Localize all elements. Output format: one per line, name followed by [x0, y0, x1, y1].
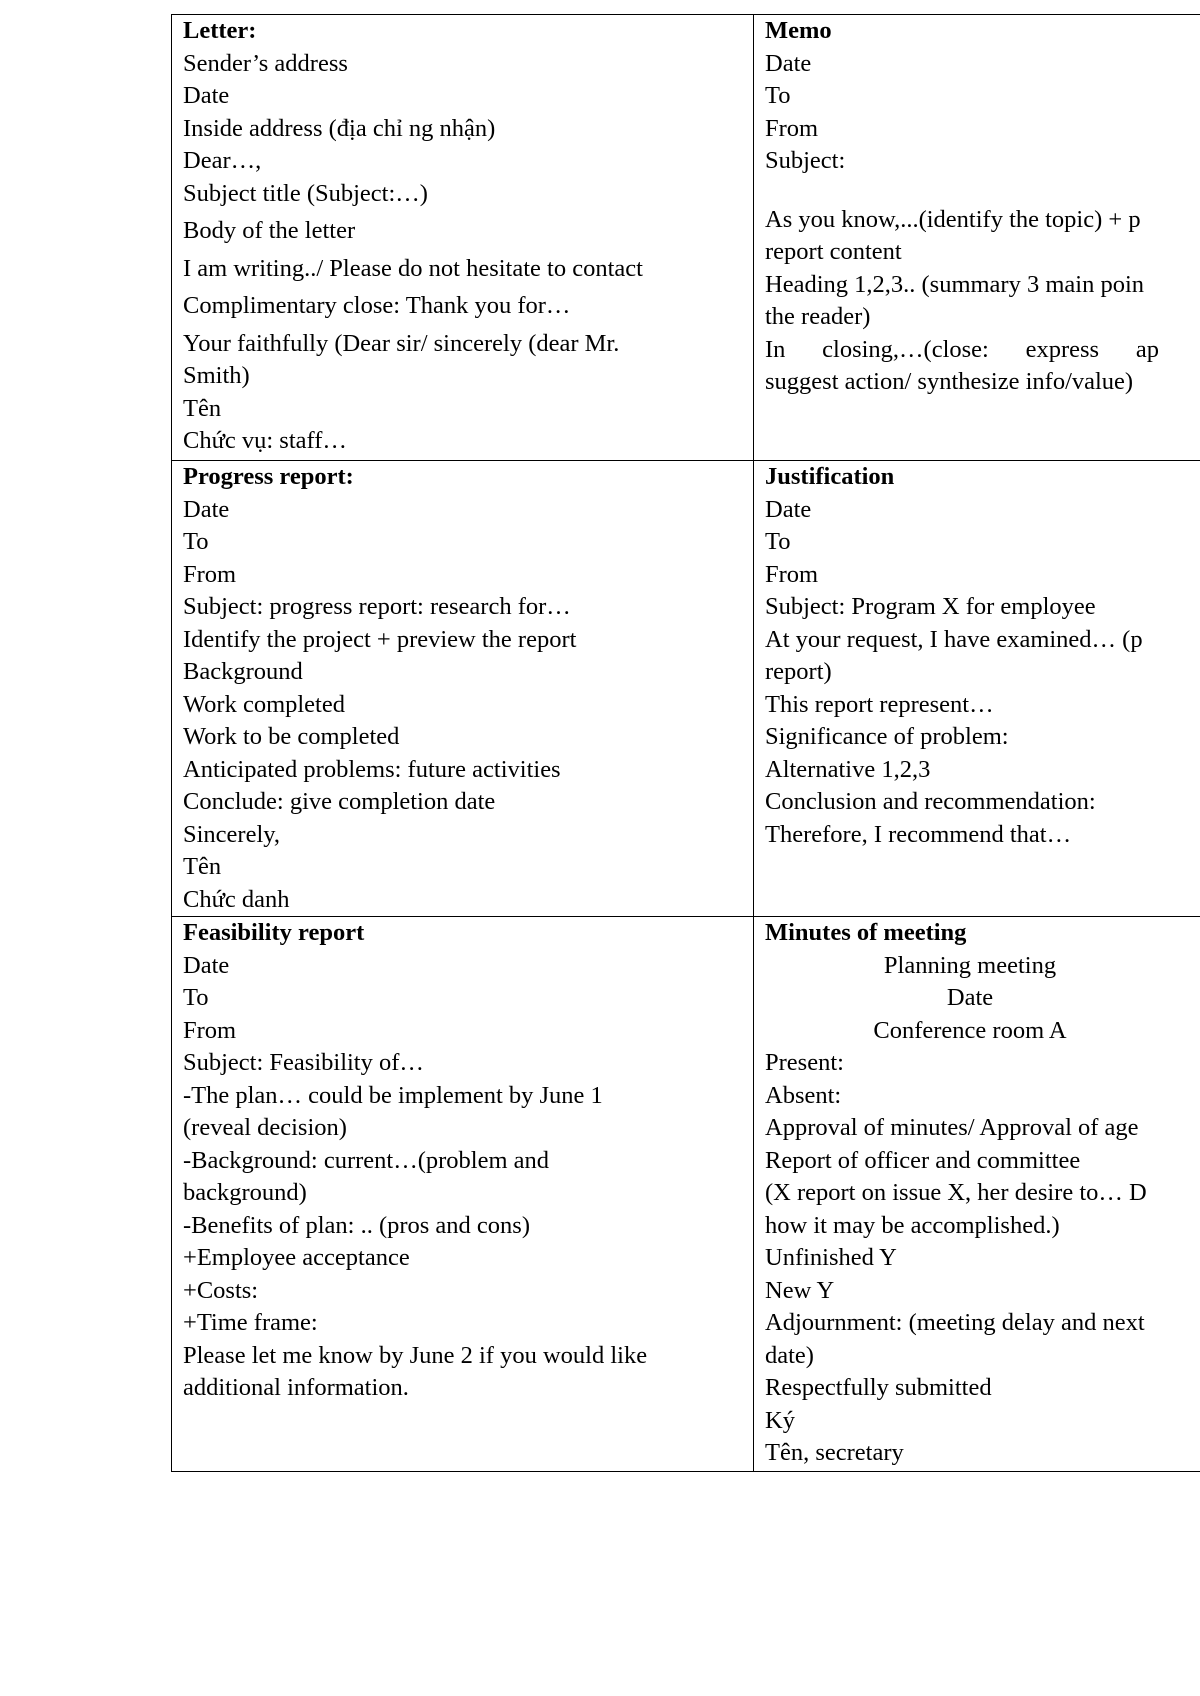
memo-line: Date: [765, 49, 812, 77]
table-row: [172, 917, 1200, 1472]
progress-report-line: Subject: progress report: research for…: [183, 593, 571, 620]
memo-line: Subject:: [765, 147, 846, 174]
memo-line: To: [765, 82, 791, 109]
progress-report-line: Anticipated problems: future activities: [183, 755, 561, 783]
letter-line: I am writing../ Please do not hesitate to contact: [183, 254, 643, 282]
minutes-line: Report of officer and committee: [765, 1146, 1081, 1174]
memo-line: In closing,…(close: express ap: [765, 335, 1159, 363]
letter-line: Inside address (địa chỉ ng nhận): [183, 114, 496, 142]
minutes-line: Present:: [765, 1049, 844, 1076]
justification-line: Conclusion and recommendation:: [765, 788, 1096, 815]
progress-report-line: To: [183, 528, 209, 555]
feasibility-report-line: Please let me know by June 2 if you would like: [183, 1341, 648, 1369]
progress-report-line: Background: [183, 658, 303, 685]
minutes-line: Absent:: [765, 1081, 842, 1109]
progress-report-line: Conclude: give completion date: [183, 788, 496, 815]
memo-line: suggest action/ synthesize info/value): [765, 368, 1134, 395]
letter-line: Chức vụ: staff…: [183, 427, 347, 454]
minutes-centered-line: Date: [946, 984, 994, 1011]
memo-line: the reader): [765, 303, 871, 330]
minutes-centered-line: Planning meeting: [883, 951, 1057, 979]
progress-report-line: Chức danh: [183, 885, 290, 913]
memo-line: report content: [765, 238, 902, 265]
minutes-line: Tên, secretary: [765, 1439, 904, 1466]
feasibility-report-line: +Costs:: [183, 1276, 259, 1304]
justification-line: Alternative 1,2,3: [765, 755, 931, 783]
progress-report-line: Work completed: [183, 690, 345, 718]
justification-heading: Justification: [765, 463, 895, 490]
justification-line: Subject: Program X for employee: [765, 593, 1096, 620]
feasibility-report-line: From: [183, 1016, 237, 1044]
minutes-line: date): [765, 1341, 814, 1369]
justification-line: Significance of problem:: [765, 723, 1009, 750]
memo-line: From: [765, 114, 819, 142]
letter-line: Sender’s address: [183, 49, 348, 77]
letter-line: Date: [183, 82, 230, 109]
minutes-centered-line: Conference room A: [873, 1016, 1067, 1044]
letter-heading: Letter:: [183, 17, 257, 44]
progress-report-line: Identify the project + preview the report: [183, 625, 577, 653]
justification-line: To: [765, 528, 791, 555]
feasibility-report-line: background): [183, 1179, 307, 1206]
memo-heading: Memo: [765, 17, 832, 44]
feasibility-report-line: To: [183, 984, 209, 1011]
letter-line: Dear…,: [183, 147, 262, 174]
minutes-of-meeting-cell: [754, 917, 1200, 1472]
progress-report-heading: Progress report:: [183, 463, 354, 490]
feasibility-report-line: -Background: current…(problem and: [183, 1146, 550, 1174]
justification-cell: [754, 461, 1200, 917]
justification-line: report): [765, 658, 832, 685]
feasibility-report-line: Date: [183, 951, 230, 979]
justification-line: From: [765, 560, 819, 588]
justification-line: Therefore, I recommend that…: [765, 820, 1072, 848]
minutes-line: Ký: [765, 1406, 795, 1434]
progress-report-line: Date: [183, 495, 230, 523]
minutes-of-meeting-heading: Minutes of meeting: [765, 919, 967, 946]
minutes-line: Unfinished Y: [765, 1244, 897, 1271]
justification-line: At your request, I have examined… (p: [765, 625, 1143, 653]
letter-line: Subject title (Subject:…): [183, 179, 428, 207]
feasibility-report-line: -Benefits of plan: .. (pros and cons): [183, 1211, 530, 1239]
memo-line: As you know,...(identify the topic) + p: [765, 205, 1141, 233]
memo-cell: [754, 15, 1200, 461]
letter-line: Tên: [183, 394, 222, 422]
table-row: [172, 461, 1200, 917]
justification-line: Date: [765, 495, 812, 523]
progress-report-line: Tên: [183, 853, 222, 880]
feasibility-report-line: +Employee acceptance: [183, 1244, 410, 1271]
minutes-line: Approval of minutes/ Approval of age: [765, 1114, 1139, 1141]
minutes-line: (X report on issue X, her desire to… D: [765, 1179, 1147, 1206]
progress-report-line: From: [183, 560, 237, 588]
justification-line: This report represent…: [765, 690, 994, 718]
feasibility-report-heading: Feasibility report: [183, 919, 365, 946]
minutes-line: Adjournment: (meeting delay and next: [765, 1309, 1145, 1336]
letter-line: Smith): [183, 362, 250, 389]
letter-cell: [172, 15, 754, 461]
minutes-line: Respectfully submitted: [765, 1374, 992, 1401]
progress-report-cell: [172, 461, 754, 917]
progress-report-line: Sincerely,: [183, 820, 281, 848]
table-row: [172, 15, 1200, 461]
feasibility-report-line: (reveal decision): [183, 1114, 347, 1141]
document-table: [171, 14, 1200, 1472]
letter-line: Complimentary close: Thank you for…: [183, 292, 571, 319]
feasibility-report-cell: [172, 917, 754, 1472]
letter-line: Body of the letter: [183, 217, 356, 244]
feasibility-report-line: Subject: Feasibility of…: [183, 1049, 424, 1076]
minutes-line: New Y: [765, 1276, 835, 1304]
feasibility-report-line: +Time frame:: [183, 1309, 318, 1336]
feasibility-report-line: additional information.: [183, 1374, 409, 1401]
progress-report-line: Work to be completed: [183, 723, 400, 750]
feasibility-report-line: -The plan… could be implement by June 1: [183, 1081, 603, 1109]
minutes-line: how it may be accomplished.): [765, 1211, 1060, 1239]
memo-line: Heading 1,2,3.. (summary 3 main poin: [765, 270, 1145, 298]
letter-line: Your faithfully (Dear sir/ sincerely (dear Mr.: [183, 329, 620, 357]
